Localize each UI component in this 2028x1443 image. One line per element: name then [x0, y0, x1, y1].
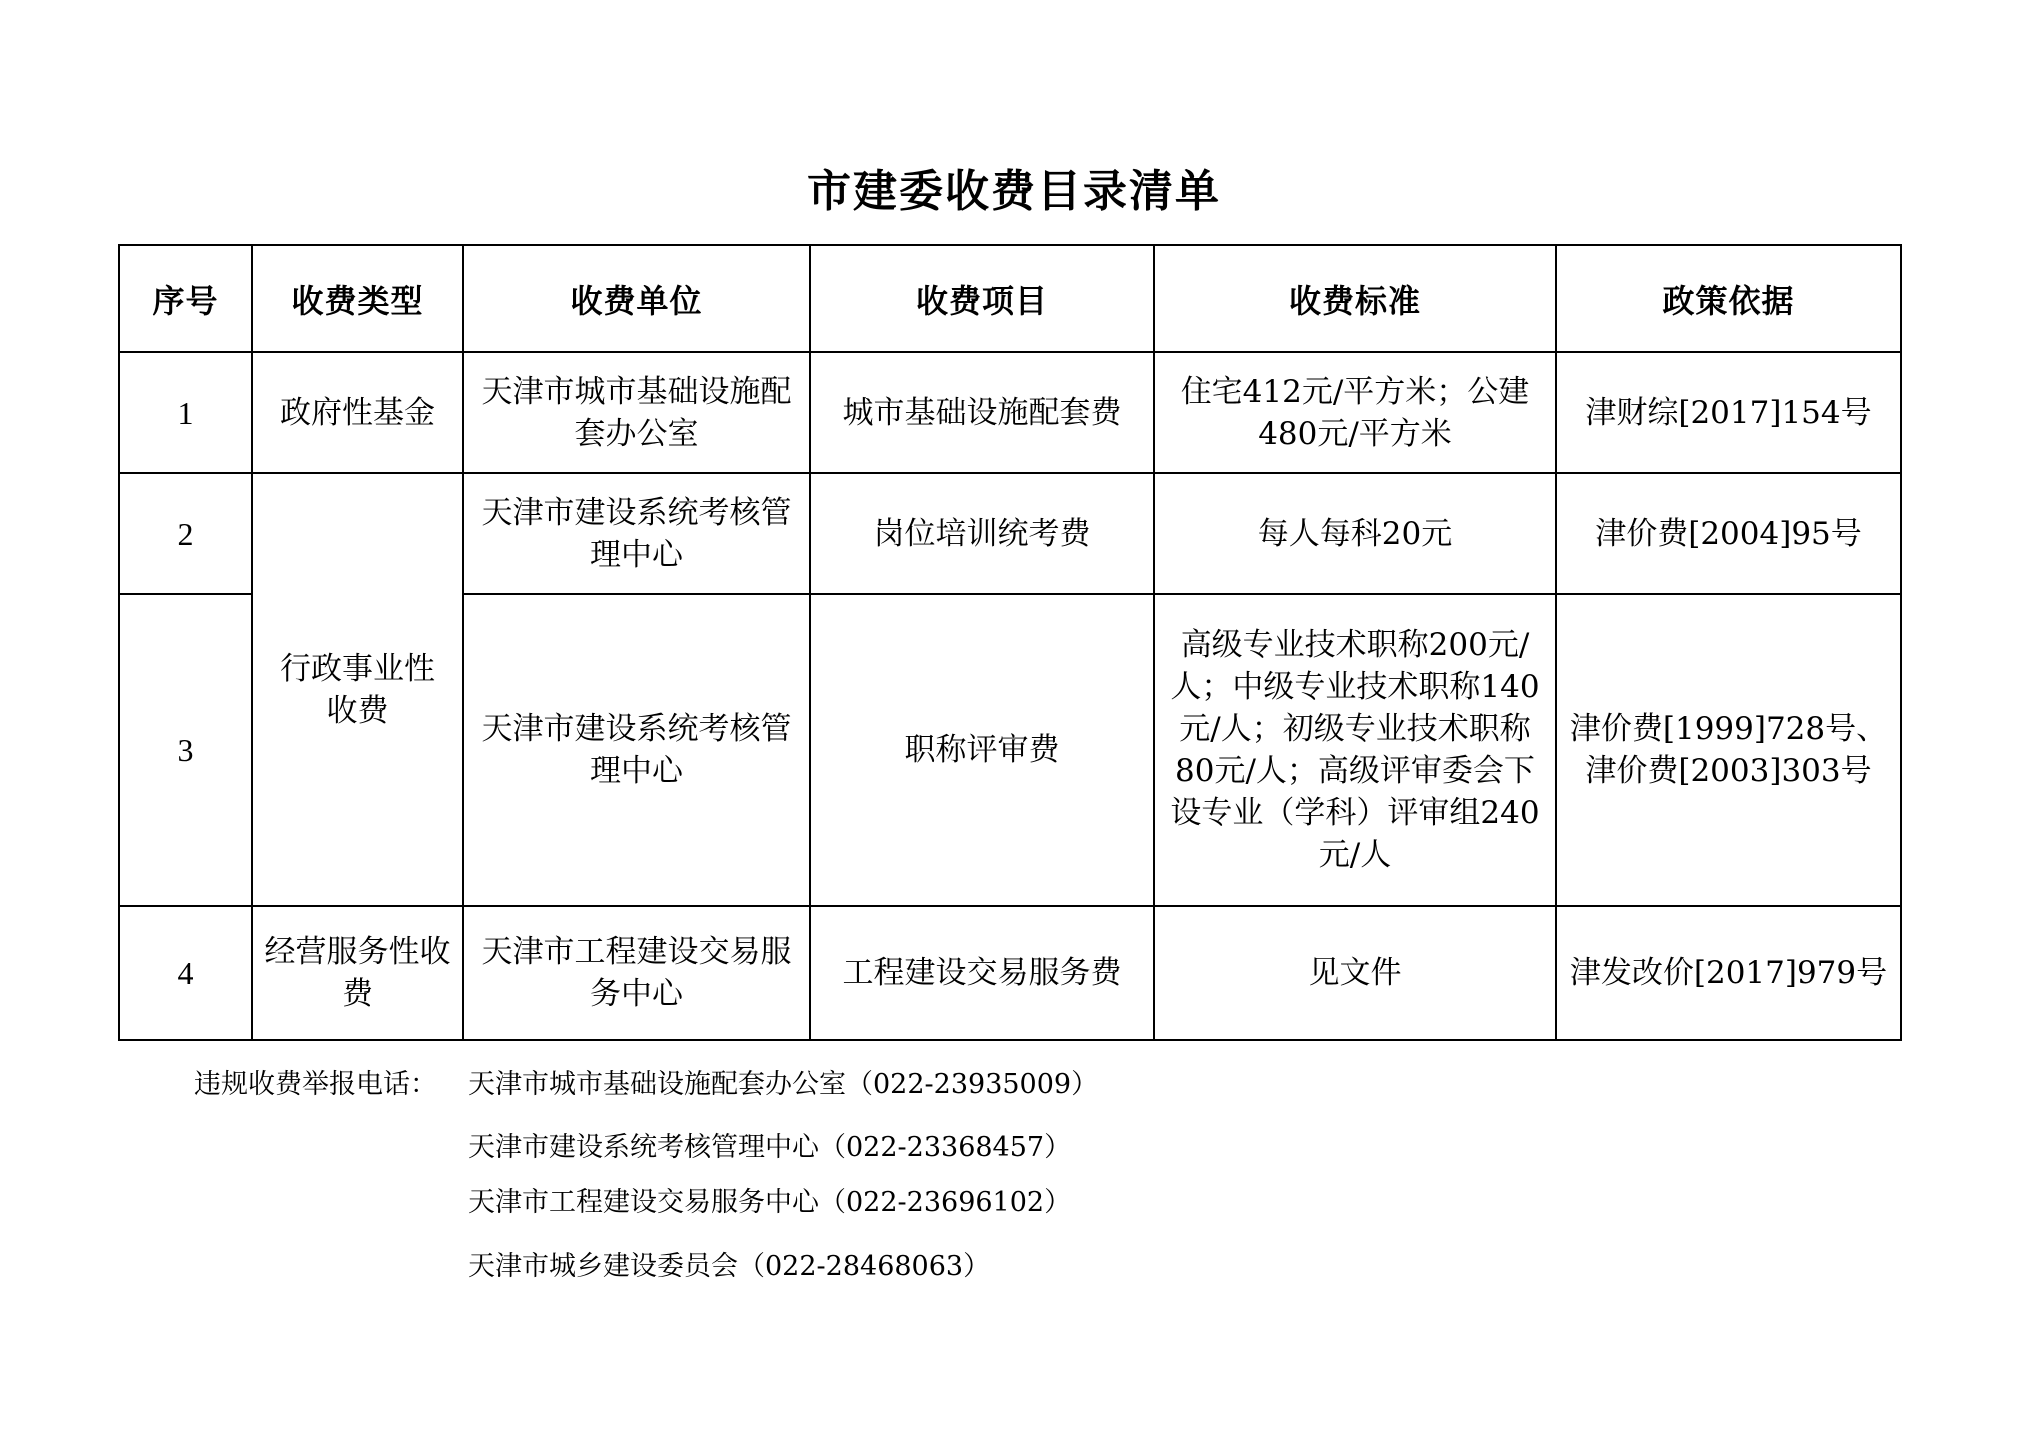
cell-fee-unit: 天津市建设系统考核管理中心	[463, 473, 810, 594]
cell-fee-unit: 天津市建设系统考核管理中心	[463, 594, 810, 906]
cell-fee-type: 政府性基金	[252, 352, 463, 473]
cell-policy-basis: 津价费[2004]95号	[1556, 473, 1901, 594]
cell-fee-standard: 每人每科20元	[1154, 473, 1556, 594]
cell-fee-type: 行政事业性收费	[252, 473, 463, 906]
page-title: 市建委收费目录清单	[807, 166, 1221, 217]
report-contact: 天津市工程建设交易服务中心（022-23696102）	[468, 1187, 1072, 1218]
cell-fee-unit: 天津市城市基础设施配套办公室	[463, 352, 810, 473]
cell-seq: 3	[119, 594, 252, 906]
table-row	[119, 352, 1901, 473]
header-policy-basis: 政策依据	[1556, 245, 1901, 352]
report-contact: 天津市城乡建设委员会（022-28468063）	[468, 1251, 991, 1282]
table-row	[119, 906, 1901, 1040]
cell-policy-basis: 津价费[1999]728号、津价费[2003]303号	[1556, 594, 1901, 906]
cell-seq: 2	[119, 473, 252, 594]
header-fee-standard: 收费标准	[1154, 245, 1556, 352]
header-fee-unit: 收费单位	[463, 245, 810, 352]
cell-fee-standard: 见文件	[1154, 906, 1556, 1040]
cell-seq: 4	[119, 906, 252, 1040]
header-seq: 序号	[119, 245, 252, 352]
table-row	[119, 473, 1901, 594]
fee-catalog-table	[118, 244, 1902, 1041]
cell-policy-basis: 津发改价[2017]979号	[1556, 906, 1901, 1040]
cell-fee-item: 职称评审费	[810, 594, 1154, 906]
cell-fee-item: 岗位培训统考费	[810, 473, 1154, 594]
table-header-row	[119, 245, 1901, 352]
header-fee-type: 收费类型	[252, 245, 463, 352]
report-contact: 天津市建设系统考核管理中心（022-23368457）	[468, 1132, 1072, 1163]
cell-fee-standard: 住宅412元/平方米；公建480元/平方米	[1154, 352, 1556, 473]
cell-fee-standard: 高级专业技术职称200元/人；中级专业技术职称140元/人；初级专业技术职称80元/人；高级评审委会下设专业（学科）评审组240元/人	[1154, 594, 1556, 906]
report-contact: 天津市城市基础设施配套办公室（022-23935009）	[468, 1069, 1099, 1100]
cell-fee-item: 城市基础设施配套费	[810, 352, 1154, 473]
cell-fee-item: 工程建设交易服务费	[810, 906, 1154, 1040]
cell-seq: 1	[119, 352, 252, 473]
cell-policy-basis: 津财综[2017]154号	[1556, 352, 1901, 473]
cell-fee-unit: 天津市工程建设交易服务中心	[463, 906, 810, 1040]
header-fee-item: 收费项目	[810, 245, 1154, 352]
cell-fee-type: 经营服务性收费	[252, 906, 463, 1040]
report-phone-label: 违规收费举报电话：	[194, 1069, 437, 1100]
